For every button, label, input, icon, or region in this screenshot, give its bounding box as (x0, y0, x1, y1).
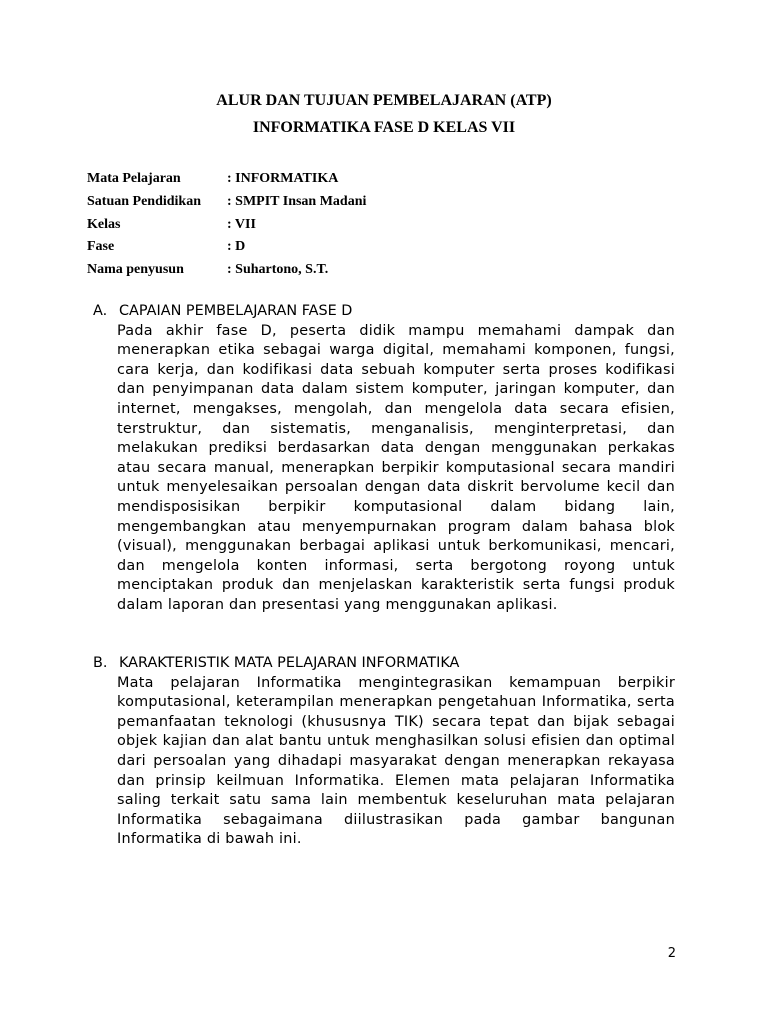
meta-label: Kelas (87, 216, 121, 232)
section-subject-characteristics (93, 654, 675, 850)
section-letter: A. (93, 303, 108, 319)
meta-label: Nama penyusun (87, 262, 184, 278)
section-heading-text: CAPAIAN PEMBELAJARAN FASE D (119, 303, 353, 319)
meta-value: : INFORMATIKA (227, 171, 339, 186)
meta-row-author (87, 259, 366, 282)
meta-value: : D (227, 239, 246, 255)
meta-label: Fase (87, 239, 115, 255)
meta-value: : VII (227, 216, 256, 232)
meta-row-school (87, 191, 366, 214)
section-heading (93, 654, 675, 674)
meta-row-class (87, 214, 366, 237)
section-letter: B. (93, 655, 108, 671)
metadata-block (87, 168, 366, 282)
meta-value: : Suhartono, S.T. (227, 262, 329, 278)
document-subtitle: INFORMATIKA FASE D KELAS VII (252, 119, 516, 136)
page-number: 2 (667, 946, 676, 961)
section-heading-text: KARAKTERISTIK MATA PELAJARAN INFORMATIKA (119, 655, 460, 671)
section-body: Pada akhir fase D, peserta didik mampu memahami dampak dan menerapkan etika sebagai warga digital, memahami komponen, fungsi, cara kerja, dan kodifikasi data sebuah komputer serta proses kodifikasi dan penyimpanan data dalam sistem komputer, jaringan komputer, dan internet, mengakses, mengolah, dan mengelola data secara efisien, terstruktur, dan sistematis, menganalisis, menginterpretasi, dan melakukan prediksi berdasarkan data dengan menggunakan perkakas atau secara manual, menerapkan berpikir komputasional secara mandiri untuk menyelesaikan persoalan dengan data diskrit bervolume kecil dan mendisposisikan berpikir komputasional dalam bidang lain, mengembangkan atau menyempurnakan program dalam bahasa blok (visual), menggunakan berbagai aplikasi untuk berkomunikasi, mencari, dan mengelola konten informasi, serta bergotong royong untuk menciptakan produk dan menjelaskan karakteristik serta fungsi produk dalam laporan dan presentasi yang menggunakan aplikasi. (117, 322, 675, 613)
section-learning-outcomes (93, 302, 675, 616)
meta-label: Satuan Pendidikan (87, 193, 201, 209)
section-heading (93, 302, 675, 322)
document-title: ALUR DAN TUJUAN PEMBELAJARAN (ATP) (216, 92, 552, 109)
meta-label: Mata Pelajaran (87, 171, 181, 186)
section-body: Mata pelajaran Informatika mengintegrasikan kemampuan berpikir komputasional, keterampilan menerapkan pengetahuan Informatika, serta pemanfaatan teknologi (khususnya TIK) secara tepat dan bijak sebagai objek kajian dan alat bantu untuk menghasilkan solusi efisien dan optimal dari persoalan yang dihadapi masyarakat dengan menerapkan rekayasa dan prinsip keilmuan Informatika. Elemen mata pelajaran Informatika saling terkait satu sama lain membentuk keseluruhan mata pelajaran Informatika sebagaimana diilustrasikan pada gambar bangunan Informatika di bawah ini. (117, 674, 675, 848)
meta-row-phase (87, 236, 366, 259)
meta-value: : SMPIT Insan Madani (227, 193, 367, 209)
meta-row-subject (87, 168, 366, 191)
